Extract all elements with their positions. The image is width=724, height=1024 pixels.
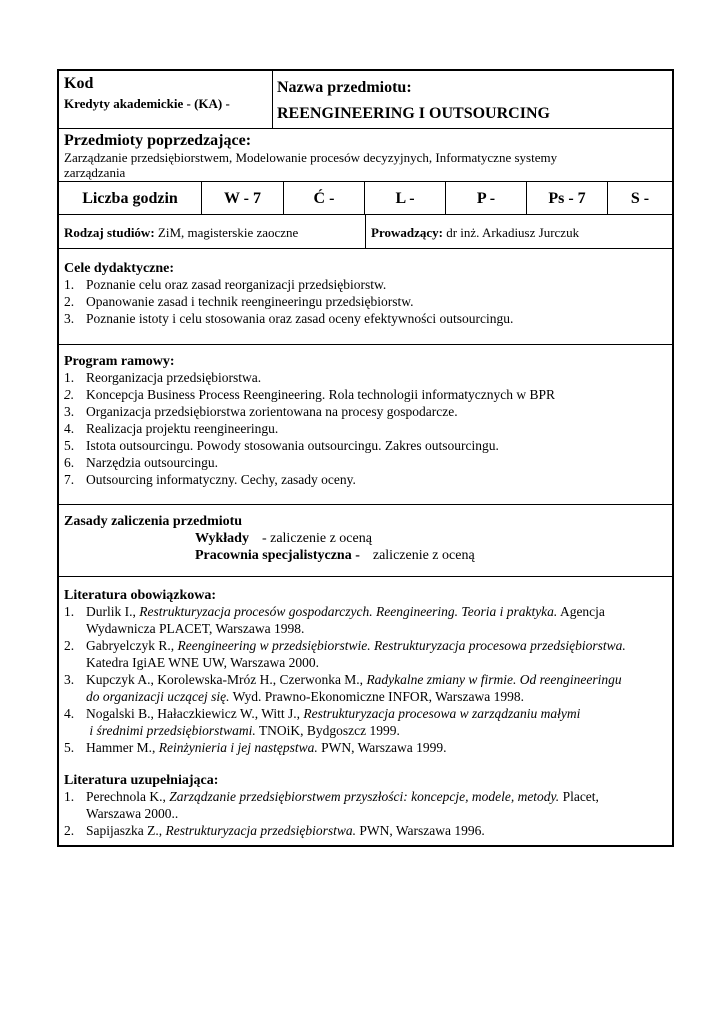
code-label: Kod [64,75,94,92]
studies-type [64,226,298,239]
lectures-value: - zaliczenie z oceną [261,531,372,546]
course-name-cell [272,71,672,128]
list-item: 1. Durlik I., Restrukturyzacja procesów gospodarczych. Reengineering. Teoria i praktyka. Agencja [64,604,605,619]
assessment-label: Zasady zaliczenia przedmiotu [64,514,243,529]
list-item-continuation: i średnimi przedsiębiorstwami. TNOiK, Bydgoszcz 1999. [86,723,400,738]
hours-c: Ć - [313,190,335,207]
program-list [64,369,668,488]
prerequisites-row [59,129,672,182]
program-row [59,345,672,505]
lecturer-value: dr inż. Arkadiusz Jurczuk [446,225,580,240]
hours-w: W - 7 [223,190,262,207]
lectures-label: Wykłady [195,531,249,546]
credits-label: Kredyty akademickie - (KA) - [64,96,230,111]
hours-label-cell [59,182,201,214]
hours-s: S - [630,190,650,207]
hours-cell-p [445,182,526,214]
course-name-label: Nazwa przedmiotu: [277,79,412,96]
prerequisites-label: Przedmioty poprzedzające: [64,132,252,149]
hours-cell-ps [526,182,607,214]
prerequisites-line-1: Zarządzanie przedsiębiorstwem, Modelowanie procesów decyzyjnych, Informatyczne systemy [64,150,558,165]
list-item: 5. Hammer M., Reinżynieria i jej następstwa. PWN, Warszawa 1999. [64,740,447,755]
studies-type-value: ZiM, magisterskie zaoczne [157,225,299,240]
course-name-value: REENGINEERING I OUTSOURCING [277,105,550,122]
list-item: 3. Kupczyk A., Korolewska-Mróz H., Czerwonka M., Radykalne zmiany w firmie. Od reengineeringu [64,672,622,687]
list-item: 5. Istota outsourcingu. Powody stosowania outsourcingu. Zakres outsourcingu. [64,438,499,453]
hours-cell-c [283,182,364,214]
list-item: 2. Koncepcja Business Process Reengineering. Rola technologii informatycznych w BPR [64,387,556,402]
literature-row [59,577,672,847]
list-item-continuation: Katedra IgiAE WNE UW, Warszawa 2000. [86,655,319,670]
hours-p: P - [476,190,496,207]
program-label: Program ramowy: [64,354,175,369]
lab-label: Pracownia specjalistyczna - [195,548,360,563]
list-item: 1. Reorganizacja przedsiębiorstwa. [64,370,262,385]
goals-label: Cele dydaktyczne: [64,261,175,276]
goals-row [59,249,672,345]
lecturer [371,226,579,239]
header-row [59,71,672,129]
lecturer-cell [365,215,672,248]
lab-line [195,549,475,563]
hours-l: L - [395,190,415,207]
prerequisites-line-2: zarządzania [64,165,126,180]
hours-ps: Ps - 7 [548,190,586,207]
list-item-continuation: Wydawnicza PLACET, Warszawa 1998. [86,621,305,636]
lab-value: zaliczenie z oceną [372,548,475,563]
list-item: 2. Sapijaszka Z., Restrukturyzacja przedsiębiorstwa. PWN, Warszawa 1996. [64,823,485,838]
list-item: 1. Poznanie celu oraz zasad reorganizacji przedsiębiorstw. [64,277,387,292]
list-item: 6. Narzędzia outsourcingu. [64,455,218,470]
goals-list [64,276,668,327]
lectures-line [195,532,372,546]
list-item: 4. Realizacja projektu reengineeringu. [64,421,279,436]
hours-label: Liczba godzin [82,190,178,207]
hours-cell-s [607,182,672,214]
list-item: 1. Perechnola K., Zarządzanie przedsiębiorstwem przyszłości: koncepcje, modele, metody. Placet, [64,789,599,804]
list-item: 2. Gabryelczyk R., Reengineering w przedsiębiorstwie. Restrukturyzacja procesowa przedsiębiorstwa. [64,638,626,653]
course-syllabus-sheet [57,69,674,847]
lecturer-label: Prowadzący: [371,225,443,240]
list-item-continuation: do organizacji uczącej się. Wyd. Prawno-Ekonomiczne INFOR, Warszawa 1998. [86,689,525,704]
list-item: 3. Organizacja przedsiębiorstwa zorientowana na procesy gospodarcze. [64,404,458,419]
list-item: 4. Nogalski B., Hałaczkiewicz W., Witt J., Restrukturyzacja procesowa w zarządzaniu małymi [64,706,581,721]
literature-supplementary-list [64,788,668,839]
code-cell [59,71,272,128]
assessment-row [59,505,672,577]
hours-row [59,182,672,215]
hours-cell-w [201,182,283,214]
studies-type-cell [59,215,365,248]
list-item-continuation: Warszawa 2000.. [86,806,179,821]
studies-row [59,215,672,249]
list-item: 7. Outsourcing informatyczny. Cechy, zasady oceny. [64,472,356,487]
literature-required-label: Literatura obowiązkowa: [64,588,217,603]
literature-required-list [64,603,668,756]
list-item: 3. Poznanie istoty i celu stosowania oraz zasad oceny efektywności outsourcingu. [64,311,514,326]
hours-cell-l [364,182,445,214]
literature-supplementary-label: Literatura uzupełniająca: [64,773,219,788]
list-item: 2. Opanowanie zasad i technik reengineeringu przedsiębiorstw. [64,294,414,309]
studies-type-label: Rodzaj studiów: [64,225,155,240]
